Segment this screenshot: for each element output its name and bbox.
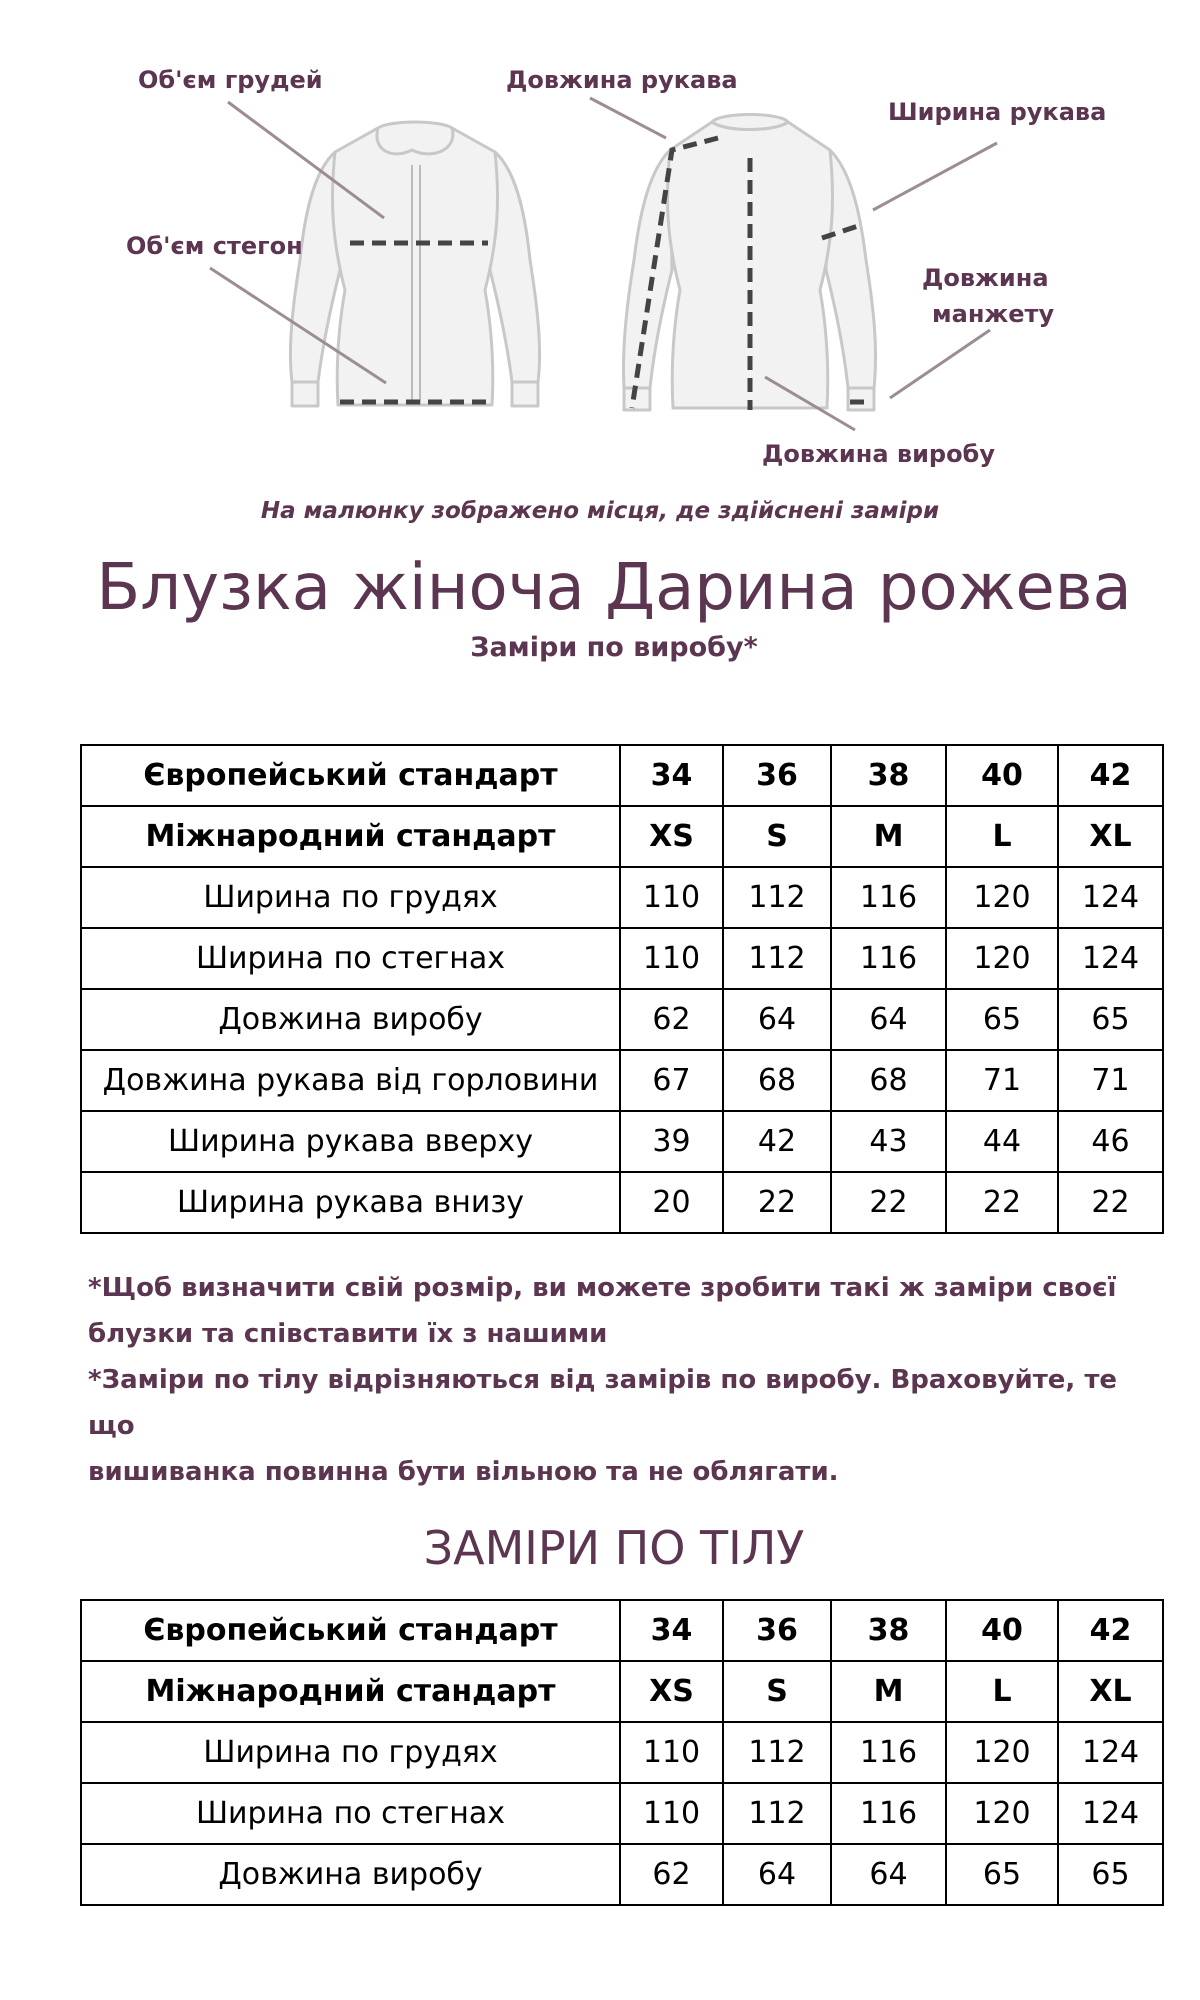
table-cell: Ширина по грудях bbox=[81, 867, 620, 928]
table-cell: 34 bbox=[620, 745, 723, 806]
table-cell: 36 bbox=[723, 745, 831, 806]
table-cell: Міжнародний стандарт bbox=[81, 806, 620, 867]
table-cell: 65 bbox=[1058, 989, 1163, 1050]
table-cell: 64 bbox=[831, 989, 946, 1050]
leader-cuff-length bbox=[890, 330, 990, 398]
page-title: Блузка жіноча Дарина рожева bbox=[96, 551, 1132, 625]
back-right-cuff bbox=[848, 388, 874, 410]
product-size-table bbox=[80, 744, 1164, 1234]
table-row bbox=[81, 1844, 1163, 1905]
table-row bbox=[81, 745, 1163, 806]
table-row bbox=[81, 989, 1163, 1050]
table-cell: 38 bbox=[831, 745, 946, 806]
label-hips: Об'єм стегон bbox=[126, 232, 303, 260]
table-cell: XL bbox=[1058, 1661, 1163, 1722]
table-cell: 120 bbox=[946, 1783, 1058, 1844]
table-cell: Ширина рукава вверху bbox=[81, 1111, 620, 1172]
leader-sleeve-length bbox=[590, 98, 666, 138]
table-cell: 20 bbox=[620, 1172, 723, 1233]
table-cell: 64 bbox=[831, 1844, 946, 1905]
table-cell: 120 bbox=[946, 867, 1058, 928]
table-cell: Ширина по стегнах bbox=[81, 928, 620, 989]
table-cell: M bbox=[831, 1661, 946, 1722]
table-cell: 22 bbox=[723, 1172, 831, 1233]
table-cell: 22 bbox=[831, 1172, 946, 1233]
label-cuff-length-2: манжету bbox=[932, 300, 1055, 328]
note-line: *Заміри по тілу відрізняються від замірів по виробу. Враховуйте, те що bbox=[88, 1365, 1118, 1441]
table-cell: 62 bbox=[620, 1844, 723, 1905]
table-cell: XS bbox=[620, 806, 723, 867]
label-sleeve-width: Ширина рукава bbox=[888, 98, 1107, 126]
table-cell: 68 bbox=[723, 1050, 831, 1111]
table-cell: 110 bbox=[620, 867, 723, 928]
table-cell: 42 bbox=[1058, 745, 1163, 806]
body-size-table bbox=[80, 1599, 1164, 1906]
front-left-cuff bbox=[292, 382, 318, 406]
table-cell: 22 bbox=[946, 1172, 1058, 1233]
table-cell: 40 bbox=[946, 745, 1058, 806]
label-product-length: Довжина виробу bbox=[762, 440, 995, 468]
table-cell: 44 bbox=[946, 1111, 1058, 1172]
table-cell: 40 bbox=[946, 1600, 1058, 1661]
table-row bbox=[81, 1050, 1163, 1111]
table-cell: 71 bbox=[1058, 1050, 1163, 1111]
note-line: *Щоб визначити свій розмір, ви можете зробити такі ж заміри своєї bbox=[88, 1273, 1117, 1303]
diagram-caption: На малюнку зображено місця, де здійснені заміри bbox=[260, 498, 940, 524]
table-cell: 110 bbox=[620, 1783, 723, 1844]
table-cell: S bbox=[723, 806, 831, 867]
table-cell: 43 bbox=[831, 1111, 946, 1172]
table-cell: Ширина рукава внизу bbox=[81, 1172, 620, 1233]
table-row bbox=[81, 1172, 1163, 1233]
table-cell: 38 bbox=[831, 1600, 946, 1661]
table-cell: 46 bbox=[1058, 1111, 1163, 1172]
back-left-sleeve bbox=[623, 150, 672, 388]
measurement-diagram bbox=[0, 0, 1200, 480]
table-row bbox=[81, 1722, 1163, 1783]
table-cell: 42 bbox=[723, 1111, 831, 1172]
table-cell: Європейський стандарт bbox=[81, 1600, 620, 1661]
page-subtitle: Заміри по виробу* bbox=[470, 632, 758, 663]
table-cell: 124 bbox=[1058, 1783, 1163, 1844]
table-cell: 116 bbox=[831, 1722, 946, 1783]
table-cell: Довжина рукава від горловини bbox=[81, 1050, 620, 1111]
table-row bbox=[81, 1600, 1163, 1661]
table-cell: Довжина виробу bbox=[81, 989, 620, 1050]
front-collar bbox=[377, 122, 453, 154]
table-cell: 112 bbox=[723, 867, 831, 928]
table-cell: Ширина по стегнах bbox=[81, 1783, 620, 1844]
table-cell: 110 bbox=[620, 928, 723, 989]
table-cell: 124 bbox=[1058, 1722, 1163, 1783]
body-measurements-title: ЗАМІРИ ПО ТІЛУ bbox=[423, 1521, 805, 1575]
table-row bbox=[81, 1783, 1163, 1844]
table-cell: 124 bbox=[1058, 928, 1163, 989]
table-cell: 110 bbox=[620, 1722, 723, 1783]
table-cell: 42 bbox=[1058, 1600, 1163, 1661]
table-cell: L bbox=[946, 1661, 1058, 1722]
table-cell: 65 bbox=[946, 989, 1058, 1050]
table-cell: 120 bbox=[946, 1722, 1058, 1783]
table-row bbox=[81, 1111, 1163, 1172]
table-cell: 65 bbox=[946, 1844, 1058, 1905]
table-cell: Європейський стандарт bbox=[81, 745, 620, 806]
table-cell: M bbox=[831, 806, 946, 867]
note-line: блузки та співставити їх з нашими bbox=[88, 1319, 608, 1349]
table-cell: 116 bbox=[831, 928, 946, 989]
table-cell: Ширина по грудях bbox=[81, 1722, 620, 1783]
back-collar bbox=[712, 115, 788, 130]
table-cell: 116 bbox=[831, 867, 946, 928]
label-cuff-length-1: Довжина bbox=[922, 264, 1049, 292]
table-cell: 62 bbox=[620, 989, 723, 1050]
table-cell: 36 bbox=[723, 1600, 831, 1661]
table-row bbox=[81, 806, 1163, 867]
size-notes bbox=[88, 1265, 1168, 1495]
table-cell: 67 bbox=[620, 1050, 723, 1111]
note-line: вишиванка повинна бути вільною та не облягати. bbox=[88, 1457, 839, 1487]
leader-sleeve-width bbox=[873, 143, 997, 210]
label-chest: Об'єм грудей bbox=[138, 66, 323, 94]
table-row bbox=[81, 867, 1163, 928]
table-cell: Міжнародний стандарт bbox=[81, 1661, 620, 1722]
table-row bbox=[81, 928, 1163, 989]
table-cell: XL bbox=[1058, 806, 1163, 867]
table-cell: 116 bbox=[831, 1783, 946, 1844]
front-right-cuff bbox=[512, 382, 538, 406]
table-cell: 112 bbox=[723, 1783, 831, 1844]
table-cell: 34 bbox=[620, 1600, 723, 1661]
table-cell: 71 bbox=[946, 1050, 1058, 1111]
table-cell: 64 bbox=[723, 989, 831, 1050]
table-cell: 112 bbox=[723, 928, 831, 989]
table-cell: 124 bbox=[1058, 867, 1163, 928]
table-cell: 22 bbox=[1058, 1172, 1163, 1233]
label-sleeve-length: Довжина рукава bbox=[506, 66, 738, 94]
table-cell: S bbox=[723, 1661, 831, 1722]
table-cell: 68 bbox=[831, 1050, 946, 1111]
table-cell: 39 bbox=[620, 1111, 723, 1172]
table-cell: 65 bbox=[1058, 1844, 1163, 1905]
table-cell: 112 bbox=[723, 1722, 831, 1783]
table-cell: XS bbox=[620, 1661, 723, 1722]
table-cell: Довжина виробу bbox=[81, 1844, 620, 1905]
table-cell: L bbox=[946, 806, 1058, 867]
table-row bbox=[81, 1661, 1163, 1722]
table-cell: 64 bbox=[723, 1844, 831, 1905]
table-cell: 120 bbox=[946, 928, 1058, 989]
